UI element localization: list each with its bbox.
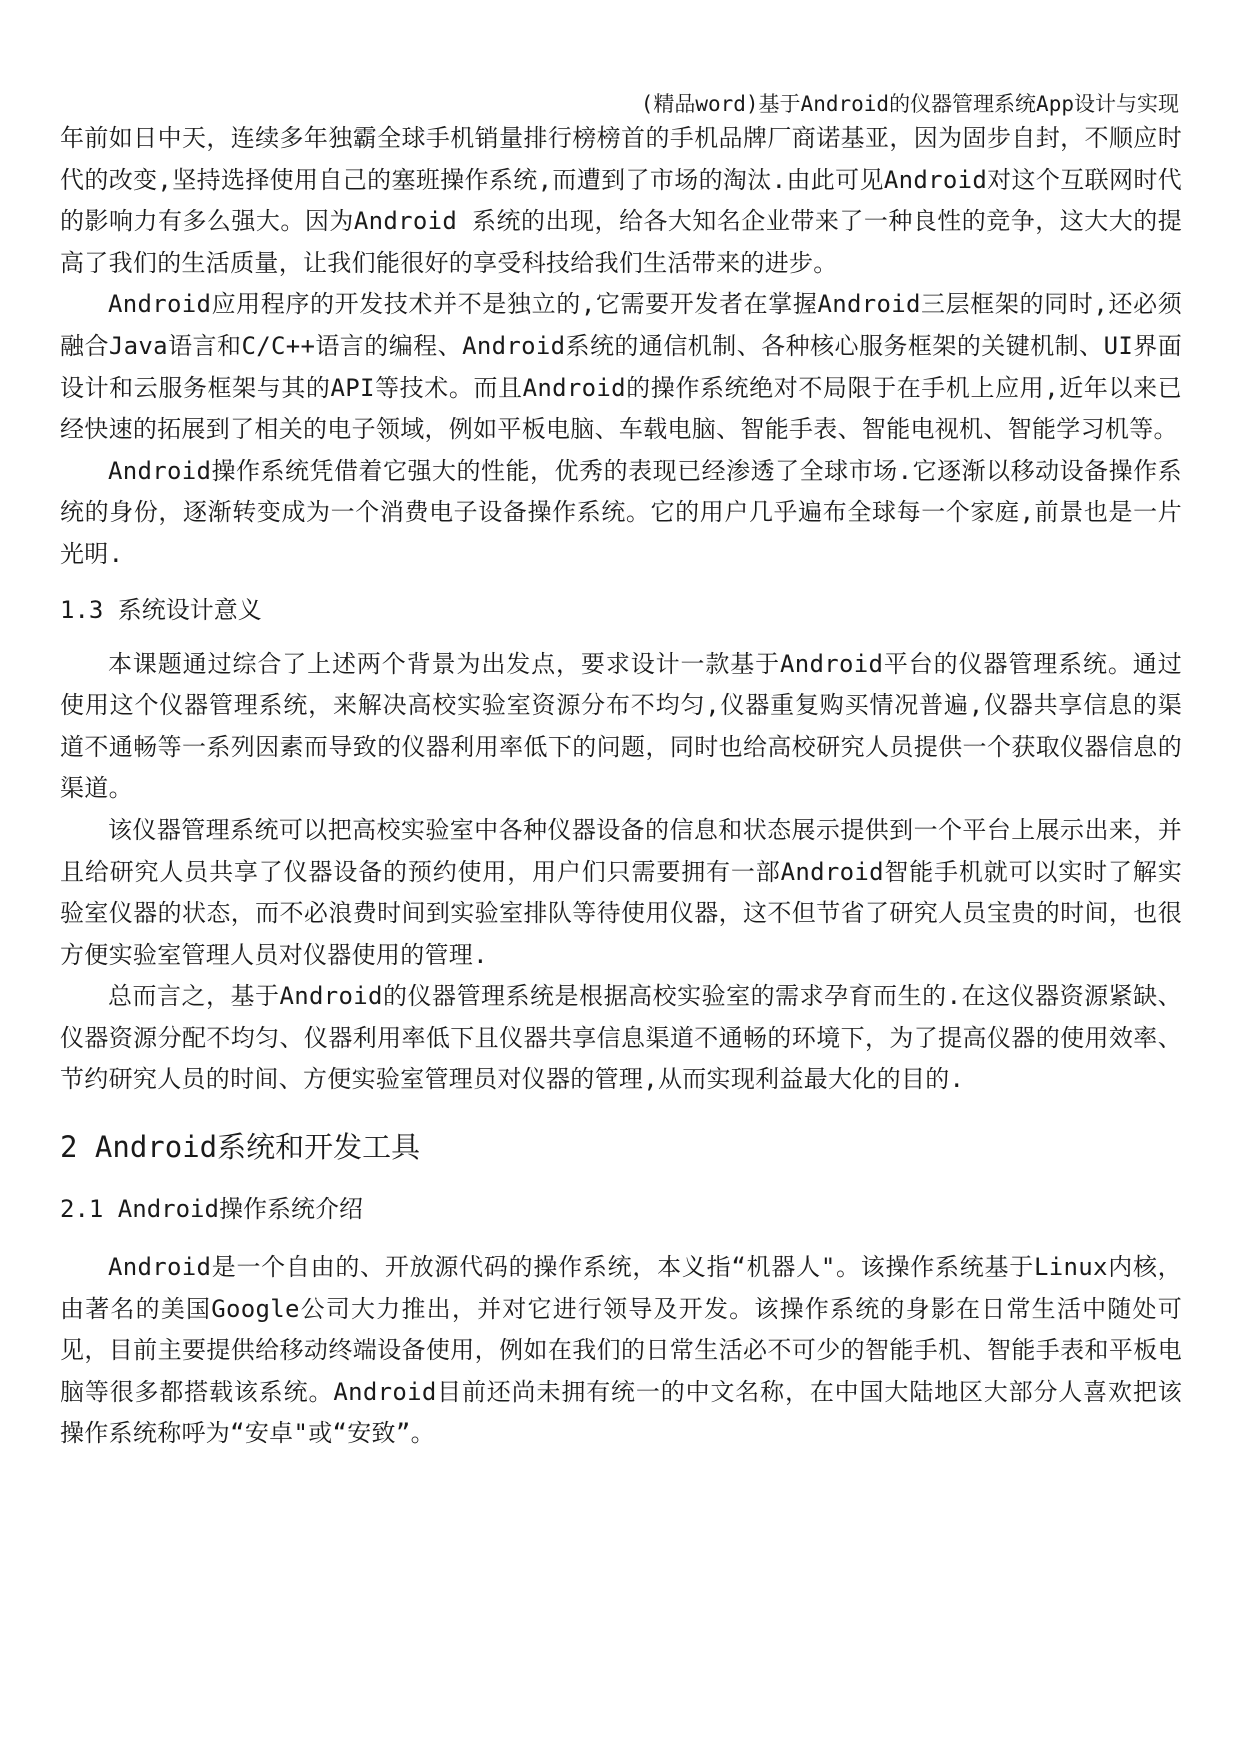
- chapter-heading-2: 2 Android系统和开发工具: [60, 1130, 421, 1165]
- running-header: (精品word)基于Android的仪器管理系统App设计与实现: [640, 92, 1179, 116]
- paragraph-android-intro: Android是一个自由的、开放源代码的操作系统，本义指“机器人"。该操作系统基于Linux内核，由著名的美国Google公司大力推出，并对它进行领导及开发。该操作系统的身影在日常生活中随处可见，目前主要提供给移动终端设备使用，例如在我们的日常生活必不可少的智能手机、智能手表和平板电脑等很多都搭载该系统。Android目前还尚未拥有统一的中文名称，在中国大陆地区大部分人喜欢把该操作系统称呼为“安卓"或“安致”。: [60, 1253, 1182, 1448]
- section-heading-2-1: 2.1 Android操作系统介绍: [60, 1195, 363, 1224]
- paragraph-android-impact: 年前如日中天，连续多年独霸全球手机销量排行榜榜首的手机品牌厂商诺基亚，因为固步自封，不顺应时代的改变,坚持选择使用自己的塞班操作系统,而遭到了市场的淘汰.由此可见Android对这个互联网时代的影响力有多么强大。因为Android 系统的出现，给各大知名企业带来了一种良性的竞争，这大大的提高了我们的生活质量，让我们能很好的享受科技给我们生活带来的进步。: [60, 124, 1182, 277]
- paragraph-android-development: Android应用程序的开发技术并不是独立的,它需要开发者在掌握Android三层框架的同时,还必须融合Java语言和C/C++语言的编程、Android系统的通信机制、各种核心服务框架的关键机制、UI界面设计和云服务框架与其的API等技术。而且Android的操作系统绝对不局限于在手机上应用,近年以来已经快速的拓展到了相关的电子领域，例如平板电脑、车载电脑、智能手表、智能电视机、智能学习机等。: [60, 290, 1182, 444]
- paragraph-system-function: 该仪器管理系统可以把高校实验室中各种仪器设备的信息和状态展示提供到一个平台上展示出来，并且给研究人员共享了仪器设备的预约使用，用户们只需要拥有一部Android智能手机就可以实时了解实验室仪器的状态，而不必浪费时间到实验室排队等待使用仪器，这不但节省了研究人员宝贵的时间，也很方便实验室管理人员对仪器使用的管理.: [60, 815, 1182, 969]
- paragraph-summary: 总而言之，基于Android的仪器管理系统是根据高校实验室的需求孕育而生的.在这仪器资源紧缺、仪器资源分配不均匀、仪器利用率低下且仪器共享信息渠道不通畅的环境下，为了提高仪器的使用效率、节约研究人员的时间、方便实验室管理员对仪器的管理,从而实现利益最大化的目的.: [60, 982, 1182, 1094]
- paragraph-android-market: Android操作系统凭借着它强大的性能，优秀的表现已经渗透了全球市场.它逐渐以移动设备操作系统的身份，逐渐转变成为一个消费电子设备操作系统。它的用户几乎遍布全球每一个家庭,前景也是一片光明.: [60, 456, 1182, 568]
- section-heading-1-3: 1.3 系统设计意义: [60, 595, 262, 624]
- paragraph-project-purpose: 本课题通过综合了上述两个背景为出发点，要求设计一款基于Android平台的仪器管理系统。通过使用这个仪器管理系统，来解决高校实验室资源分布不均匀,仪器重复购买情况普遍,仪器共享信息的渠道不通畅等一系列因素而导致的仪器利用率低下的问题，同时也给高校研究人员提供一个获取仪器信息的渠道。: [60, 649, 1182, 803]
- page-content: [60, 118, 1182, 1455]
